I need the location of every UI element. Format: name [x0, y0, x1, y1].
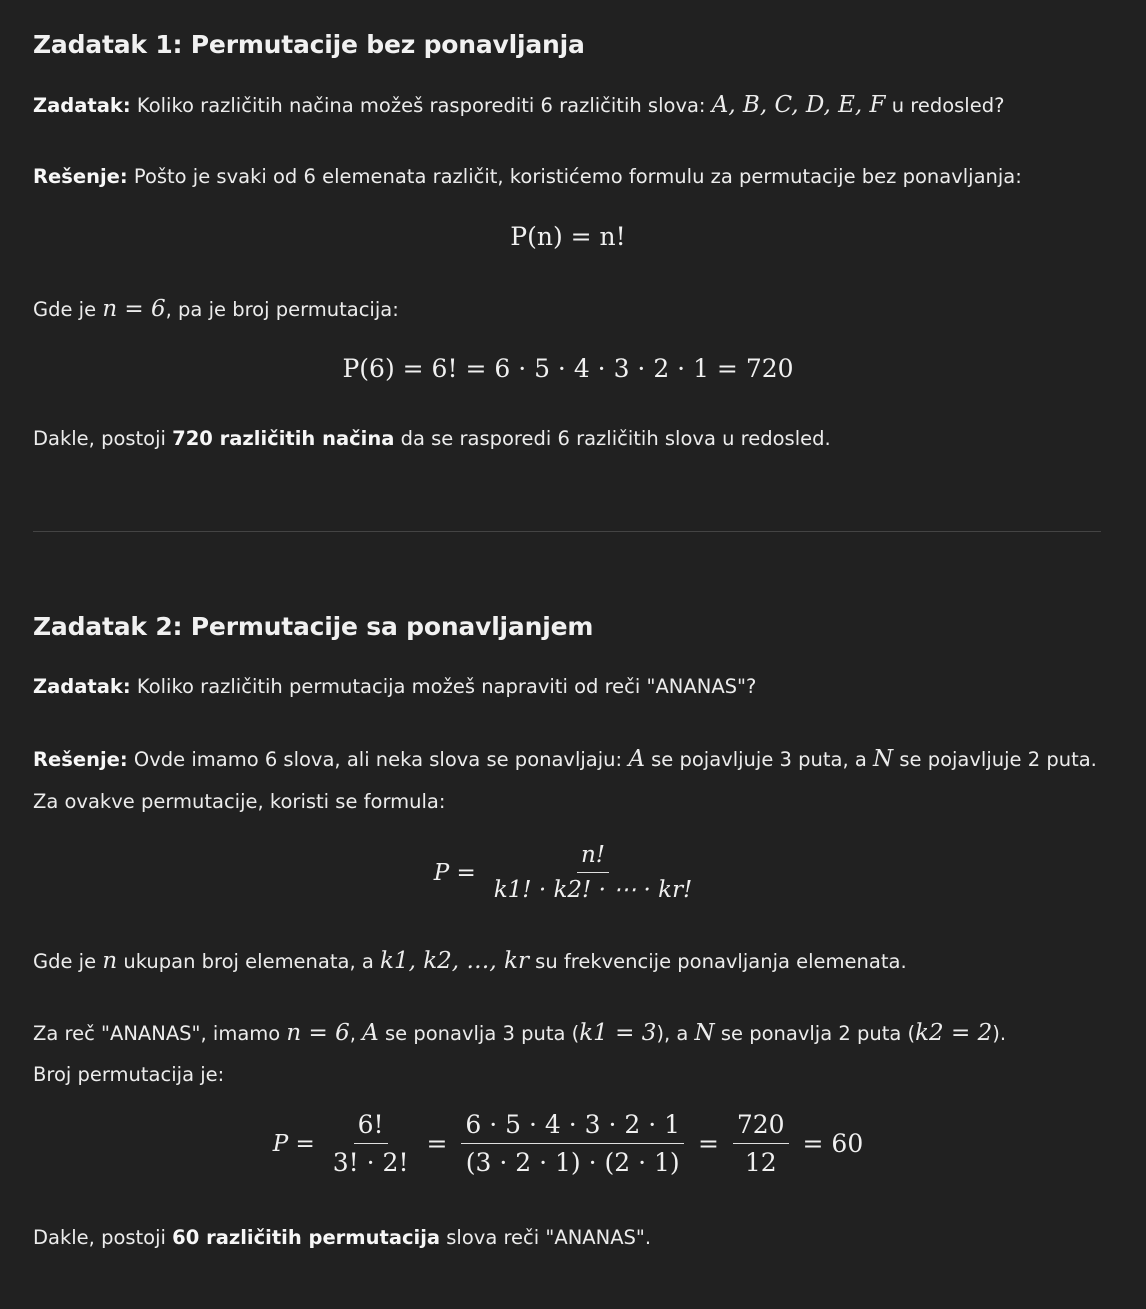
task2-formula-lhs: P = [433, 859, 476, 886]
task1-where-start: Gde je [33, 298, 97, 321]
task1-heading: Zadatak 1: Permutacije bez ponavljanja [33, 30, 585, 59]
task2-formula [33, 842, 1103, 903]
task1-solution [33, 156, 1022, 198]
task2-var-n: N [873, 746, 894, 772]
task2-heading: Zadatak 2: Permutacije sa ponavljanjem [33, 612, 594, 641]
task2-where-ks: k1, k2, …, kr [380, 948, 529, 974]
task1-letters-math: A, B, C, D, E, F [711, 92, 886, 118]
task2-solution [33, 738, 1103, 823]
task2-calculation: P = $\frac{6!}{3! \cdot 2!}$ = $\frac{6 \cdot 5 \cdot 4 \cdot 3 \cdot 2 \cdot 1}{(3 \cdot 2 \cdot 1) \cdot (2 \cdot 1)}$ = $\frac{720}{12}$ = 60 [272, 1110, 864, 1177]
task2-formula-numerator: n! [577, 842, 609, 873]
task2-where-start: Gde je [33, 950, 97, 973]
task2-word-N: N [694, 1020, 715, 1046]
task1-where [33, 288, 399, 331]
task2-solution-label: Rešenje: [33, 748, 128, 771]
task2-word-mid3: se ponavlja 2 puta ( [720, 1022, 916, 1045]
task2-word-n: n = 6 [286, 1020, 350, 1046]
task1-conclusion-bold: 720 različitih načina [172, 427, 395, 450]
task2-calc-result: = 60 [802, 1129, 864, 1158]
task2-where [33, 940, 907, 983]
task1-question-end: u redosled? [891, 94, 1005, 117]
task1-where-math: n = 6 [102, 296, 166, 322]
task2-calc-f3-numerator: 720 [733, 1110, 789, 1144]
task2-calc-fraction-2 [461, 1110, 684, 1177]
task2-solution-text-2: se pojavljuje 3 puta, a [651, 748, 867, 771]
task2-word-k1: k1 = 3 [579, 1020, 657, 1046]
task1-conclusion [33, 418, 831, 460]
section-divider [33, 531, 1101, 532]
task2-where-mid: ukupan broj elemenata, a [123, 950, 374, 973]
task2-var-a: A [628, 746, 645, 772]
task2-calc-fraction-3 [733, 1110, 789, 1177]
task2-question-text: Koliko različitih permutacija možeš napraviti od reči "ANANAS"? [136, 675, 757, 698]
task2-calc-fraction-1 [329, 1110, 413, 1177]
task1-question [33, 84, 1004, 127]
task2-word-analysis: Za reč "ANANAS", imamo n = 6, A se ponavlja 3 puta (k1 = 3), a N se ponavlja 2 puta (k2 = 2). [33, 1020, 1007, 1046]
task2-calc-f2-denominator: (3 · 2 · 1) · (2 · 1) [465, 1148, 680, 1177]
task2-word-mid2: ), a [656, 1022, 689, 1045]
task1-where-end: , pa je broj permutacija: [165, 298, 399, 321]
task2-conclusion-bold: 60 različitih permutacija [172, 1226, 441, 1249]
task2-count-label: Broj permutacija je: [33, 1063, 225, 1086]
task2-calc-f3-denominator: 12 [744, 1148, 777, 1177]
task2-where-end: su frekvencije ponavljanja elemenata. [535, 950, 907, 973]
task2-formula-fraction [490, 842, 697, 903]
task2-calc-lhs: P = [272, 1130, 315, 1157]
task2-word-mid1: se ponavlja 3 puta ( [385, 1022, 580, 1045]
task2-conclusion-end: slova reči "ANANAS". [446, 1226, 652, 1249]
task1-solution-text: Pošto je svaki od 6 elemenata različit, koristićemo formulu za permutacije bez ponavljanja: [133, 165, 1022, 188]
task2-calc-f2-numerator: 6 · 5 · 4 · 3 · 2 · 1 [461, 1110, 684, 1144]
task1-calculation: P(6) = 6! = 6 · 5 · 4 · 3 · 2 · 1 = 720 [342, 354, 794, 383]
task2-word-a: A [362, 1020, 379, 1046]
task2-solution-text-3: se pojavljuje 2 puta. Za ovakve permutacije, koristi se formula: [33, 748, 1097, 813]
task2-formula-denominator: k1! · k2! · ⋯ · kr! [493, 877, 693, 903]
task2-calc-f1-numerator: 6! [354, 1110, 388, 1144]
task1-question-text: Koliko različitih načina možeš rasporediti 6 različitih slova: [136, 94, 706, 117]
task1-formula: P(n) = n! [510, 222, 626, 251]
task1-solution-label: Rešenje: [33, 165, 128, 188]
task2-question-label: Zadatak: [33, 675, 131, 698]
task1-question-label: Zadatak: [33, 94, 131, 117]
task2-conclusion [33, 1217, 651, 1259]
task1-conclusion-start: Dakle, postoji [33, 427, 166, 450]
task2-word-start: Za reč "ANANAS", imamo [33, 1022, 281, 1045]
task2-word-k2: k2 = 2 [915, 1020, 993, 1046]
task2-conclusion-start: Dakle, postoji [33, 1226, 166, 1249]
task1-conclusion-end: da se rasporedi 6 različitih slova u redosled. [400, 427, 831, 450]
task2-question [33, 666, 756, 708]
task2-solution-text-1: Ovde imamo 6 slova, ali neka slova se ponavljaju: [133, 748, 623, 771]
task2-word-end: ). [992, 1022, 1007, 1045]
task2-where-n: n [102, 948, 118, 974]
task2-calc-f1-denominator: 3! · 2! [332, 1148, 409, 1177]
